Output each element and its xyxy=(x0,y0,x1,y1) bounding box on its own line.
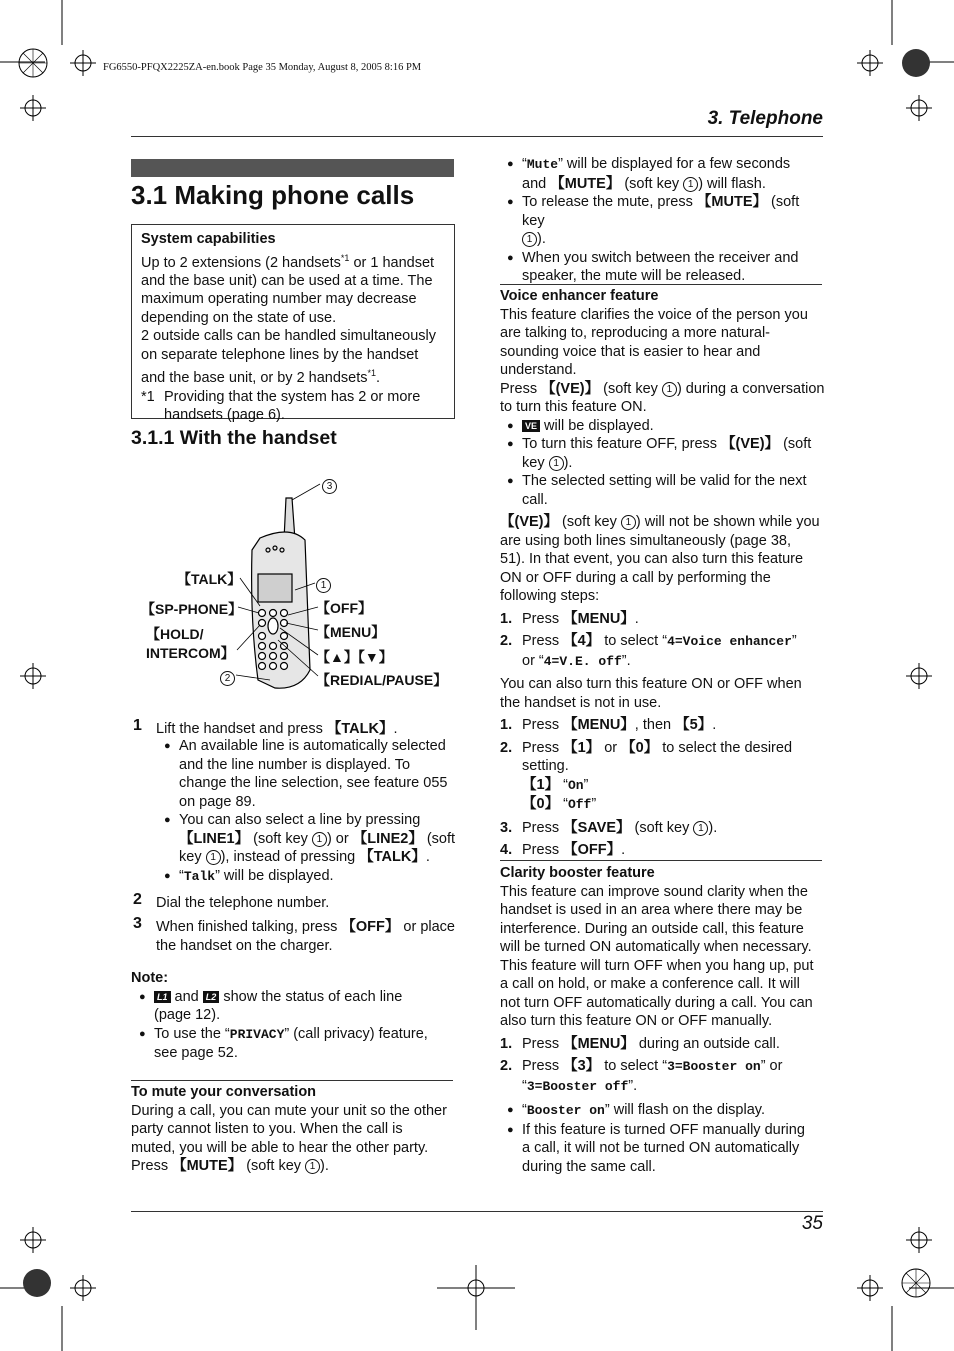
label-menu: 【MENU】 xyxy=(316,624,386,640)
label-sp-phone: 【SP-PHONE】 xyxy=(141,601,243,617)
note-block: Note: ● L1 and L2 show the status of each line (page 12). ● To use the “PRIVACY” (call privacy) feature, see page 52. xyxy=(131,970,428,1061)
label-redial: 【REDIAL/PAUSE】 xyxy=(316,672,448,688)
line1-icon: L1 xyxy=(154,991,171,1003)
clarity-booster-section: Clarity booster feature This feature can improve sound clarity when the handset is used in an area where there may be interference. During an outside call, this feature will be turned ON automatically when necessary. This feature will turn OFF when you hang up, put a call on hold, or make a conference call. It will not turn OFF automatically during a call. You can also turn this feature ON or OFF manually. 1. Press 【MENU】 during an outside call. 2. Press 【3】 to select “3=Booster on” or “3=Booster off”. ● “Booster on” will flash on the display. ● If this feature is turned OFF manually during a call, it will not be turned ON automatically during the same call. xyxy=(500,865,814,1175)
footer-rule xyxy=(131,1211,823,1212)
page-number: 35 xyxy=(801,1213,823,1234)
label-off: 【OFF】 xyxy=(316,600,372,616)
callout-1: 1 xyxy=(316,576,331,594)
clarity-rule xyxy=(500,860,822,861)
ve-icon: VE xyxy=(522,420,540,432)
mute-rule xyxy=(131,1080,453,1081)
callout-2: 2 xyxy=(220,669,235,687)
label-hold: 【HOLD/ xyxy=(146,626,204,642)
page-title: 3.1 Making phone calls xyxy=(131,180,415,210)
voice-enhancer-section: Voice enhancer feature This feature clarifies the voice of the person you are talking to, reproducing a more natural- sounding voice that is easier to hear and understand. Press 【(VE)】 (soft key 1 ) during a conversation to turn this feature ON. ● VE will be displayed. ● To turn this feature OFF, press 【(VE)】 (soft key 1 ). ● The selected setting will be valid for the next call. 【(VE)】 (soft key 1 ) will not be shown while you are using both lines simultaneously (page 38, 51). In that event, you can also turn this feature ON or OFF during a call by performing the following steps: 1. Press 【MENU】. 2. Press 【4】 to select “4=Voice enhancer” or “4=V.E. off”. You can also turn this feature ON or OFF when the handset is not in use. 1. Press 【MENU】, then 【5】. 2. Press 【1】 or 【0】 to select the desired setting. 【1】 “On” 【0】 “Off” 3. Press 【SAVE】 (soft key 1 ). 4. Press 【OFF】. xyxy=(500,288,825,858)
system-capabilities-text: System capabilities Up to 2 extensions (2 handsets$^{*1}$ or 1 handset and the base unit) can be used at a time. The maximum operating number may decrease depending on the state of use. 2 outside calls can be handled simultaneously on separate telephone lines by the handset and the base unit, or by 2 handsets$^{*1}$. *1 Providing that the system has 2 or more handsets (page 6). xyxy=(141,231,437,424)
title-bar xyxy=(131,159,454,177)
callout-3: 3 xyxy=(322,477,337,495)
steps-list: 1 Lift the handset and press 【TALK】. ● An available line is automatically selected and the line number is displayed. To change the line selection, see feature 055 on page 89. ● You can also select a line by pressing 【LINE1】 (soft key 1 ) or 【LINE2】 (soft key 1 ), instead of pressing 【TALK】. ● “Talk” will be displayed. 2 Dial the telephone number. 3 When finished talking, press 【OFF】 or place the handset on the charger. xyxy=(133,717,456,954)
section-title: 3. Telephone xyxy=(707,108,823,129)
mute-continued: ● “Mute” will be displayed for a few seconds and 【MUTE】 (soft key 1 ) will flash. ● To release the mute, press 【MUTE】 (soft key 1 ). ● When you switch between the receiver and speaker, the mute will be released. xyxy=(507,156,800,284)
voice-rule xyxy=(500,284,822,285)
subsection-title: 3.1.1 With the handset xyxy=(131,427,337,449)
label-nav: 【▲】【▼】 xyxy=(316,649,393,665)
file-info: FG6550-PFQX2225ZA-en.book Page 35 Monday, August 8, 2005 8:16 PM xyxy=(103,62,422,73)
mute-section: To mute your conversation During a call, you can mute your unit so the other party cannot listen to you. When the call is muted, you will be able to hear the other party. Press 【MUTE】 (soft key 1 ). xyxy=(131,1084,447,1174)
header-rule xyxy=(131,136,823,137)
label-intercom: INTERCOM】 xyxy=(146,645,235,661)
label-talk: 【TALK】 xyxy=(177,571,242,587)
line2-icon: L2 xyxy=(203,991,220,1003)
